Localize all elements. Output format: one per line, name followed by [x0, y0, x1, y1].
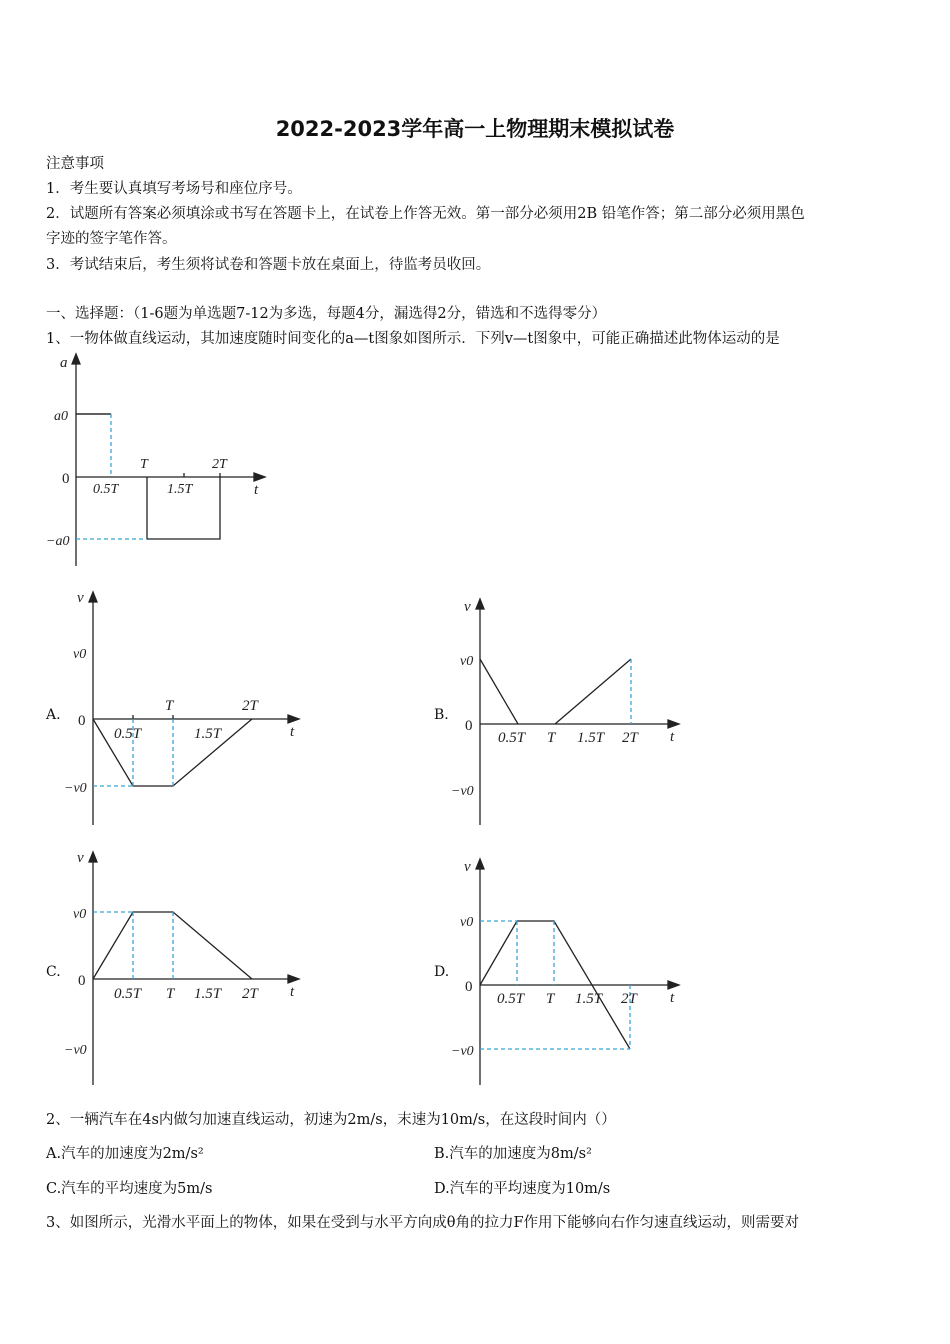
notice-item-2-cont: 字迹的签字笔作答。	[46, 231, 177, 247]
svg-text:T: T	[165, 698, 174, 714]
notice-item-2: 2．试题所有答案必须填涂或书写在答题卡上，在试卷上作答无效。第一部分必须用2B 铅笔作答；第二部分必须用黑色	[46, 206, 805, 222]
option-a-label[interactable]: A.	[46, 707, 61, 723]
page-title: 2022-2023学年高一上物理期末模拟试卷	[275, 117, 675, 141]
at-y-arrow	[72, 354, 80, 364]
svg-text:v: v	[77, 850, 84, 866]
svg-text:v0: v0	[460, 915, 474, 930]
svg-text:t: t	[290, 724, 295, 740]
at-tick-1.5T: 1.5T	[167, 482, 193, 497]
svg-text:2T: 2T	[242, 986, 258, 1002]
svg-text:1.5T: 1.5T	[577, 730, 605, 746]
option-b-label[interactable]: B.	[434, 707, 449, 723]
q2-option-a[interactable]: A.汽车的加速度为2m/s²	[46, 1146, 204, 1162]
svg-text:1.5T: 1.5T	[575, 991, 603, 1007]
svg-text:0: 0	[78, 973, 86, 989]
q1-stem: 1、一物体做直线运动，其加速度随时间变化的a—t图象如图所示．下列v—t图象中，可能正确描述此物体运动的是	[46, 331, 780, 347]
option-a-graph[interactable]	[62, 588, 302, 828]
section-heading: 一、选择题：（1-6题为单选题7-12为多选，每题4分，漏选得2分，错选和不选得零分）	[46, 306, 607, 322]
svg-text:v0: v0	[460, 654, 474, 669]
q2-option-b[interactable]: B.汽车的加速度为8m/s²	[434, 1146, 592, 1162]
svg-text:T: T	[547, 730, 556, 746]
at-tick-T: T	[140, 457, 148, 472]
notice-heading: 注意事项	[46, 156, 104, 172]
svg-text:0.5T: 0.5T	[114, 726, 142, 742]
svg-text:t: t	[670, 729, 675, 745]
at-tick-2T: 2T	[212, 457, 227, 472]
svg-text:v0: v0	[73, 907, 87, 922]
svg-text:t: t	[670, 990, 675, 1006]
svg-text:2T: 2T	[622, 730, 638, 746]
at-graph	[40, 352, 280, 572]
at-zero-label: 0	[62, 471, 70, 487]
svg-text:T: T	[546, 991, 555, 1007]
svg-text:0.5T: 0.5T	[114, 986, 142, 1002]
svg-text:−v0: −v0	[451, 1044, 474, 1059]
option-d-label[interactable]: D.	[434, 964, 450, 980]
at-a0-label: a0	[54, 409, 68, 424]
svg-text:T: T	[166, 986, 175, 1002]
svg-text:0.5T: 0.5T	[498, 730, 526, 746]
at-tick-0.5T: 0.5T	[93, 482, 119, 497]
svg-text:−v0: −v0	[451, 784, 474, 799]
option-d-graph[interactable]	[450, 855, 690, 1095]
svg-text:0.5T: 0.5T	[497, 991, 525, 1007]
at-neg-a0-label: −a0	[46, 534, 70, 549]
q2-option-c[interactable]: C.汽车的平均速度为5m/s	[46, 1181, 213, 1197]
option-b-curve	[480, 659, 518, 724]
svg-text:1.5T: 1.5T	[194, 986, 222, 1002]
option-c-graph[interactable]	[62, 848, 302, 1088]
option-c-label[interactable]: C.	[46, 964, 61, 980]
svg-text:0: 0	[465, 979, 473, 995]
option-b-graph[interactable]	[450, 595, 690, 835]
svg-text:v: v	[464, 859, 471, 875]
at-ylabel: a	[60, 355, 68, 371]
at-xlabel: t	[254, 482, 259, 498]
svg-text:v: v	[464, 599, 471, 615]
svg-text:−v0: −v0	[64, 1043, 87, 1058]
svg-text:0: 0	[465, 718, 473, 734]
q2-option-d[interactable]: D.汽车的平均速度为10m/s	[434, 1181, 611, 1197]
svg-text:2T: 2T	[242, 698, 258, 714]
svg-text:1.5T: 1.5T	[194, 726, 222, 742]
q3-stem: 3、如图所示，光滑水平面上的物体，如果在受到与水平方向成θ角的拉力F作用下能够向右作匀速直线运动，则需要对	[46, 1215, 800, 1231]
svg-text:−v0: −v0	[64, 781, 87, 796]
svg-text:0: 0	[78, 713, 86, 729]
notice-item-3: 3．考试结束后，考生须将试卷和答题卡放在桌面上，待监考员收回。	[46, 257, 491, 273]
svg-text:v: v	[77, 590, 84, 606]
svg-text:2T: 2T	[621, 991, 637, 1007]
svg-text:t: t	[290, 984, 295, 1000]
q2-stem: 2、一辆汽车在4s内做匀加速直线运动，初速为2m/s，末速为10m/s，在这段时间内（）	[46, 1112, 616, 1128]
notice-item-1: 1．考生要认真填写考场号和座位序号。	[46, 181, 302, 197]
at-x-arrow	[254, 473, 265, 481]
svg-text:v0: v0	[73, 647, 87, 662]
